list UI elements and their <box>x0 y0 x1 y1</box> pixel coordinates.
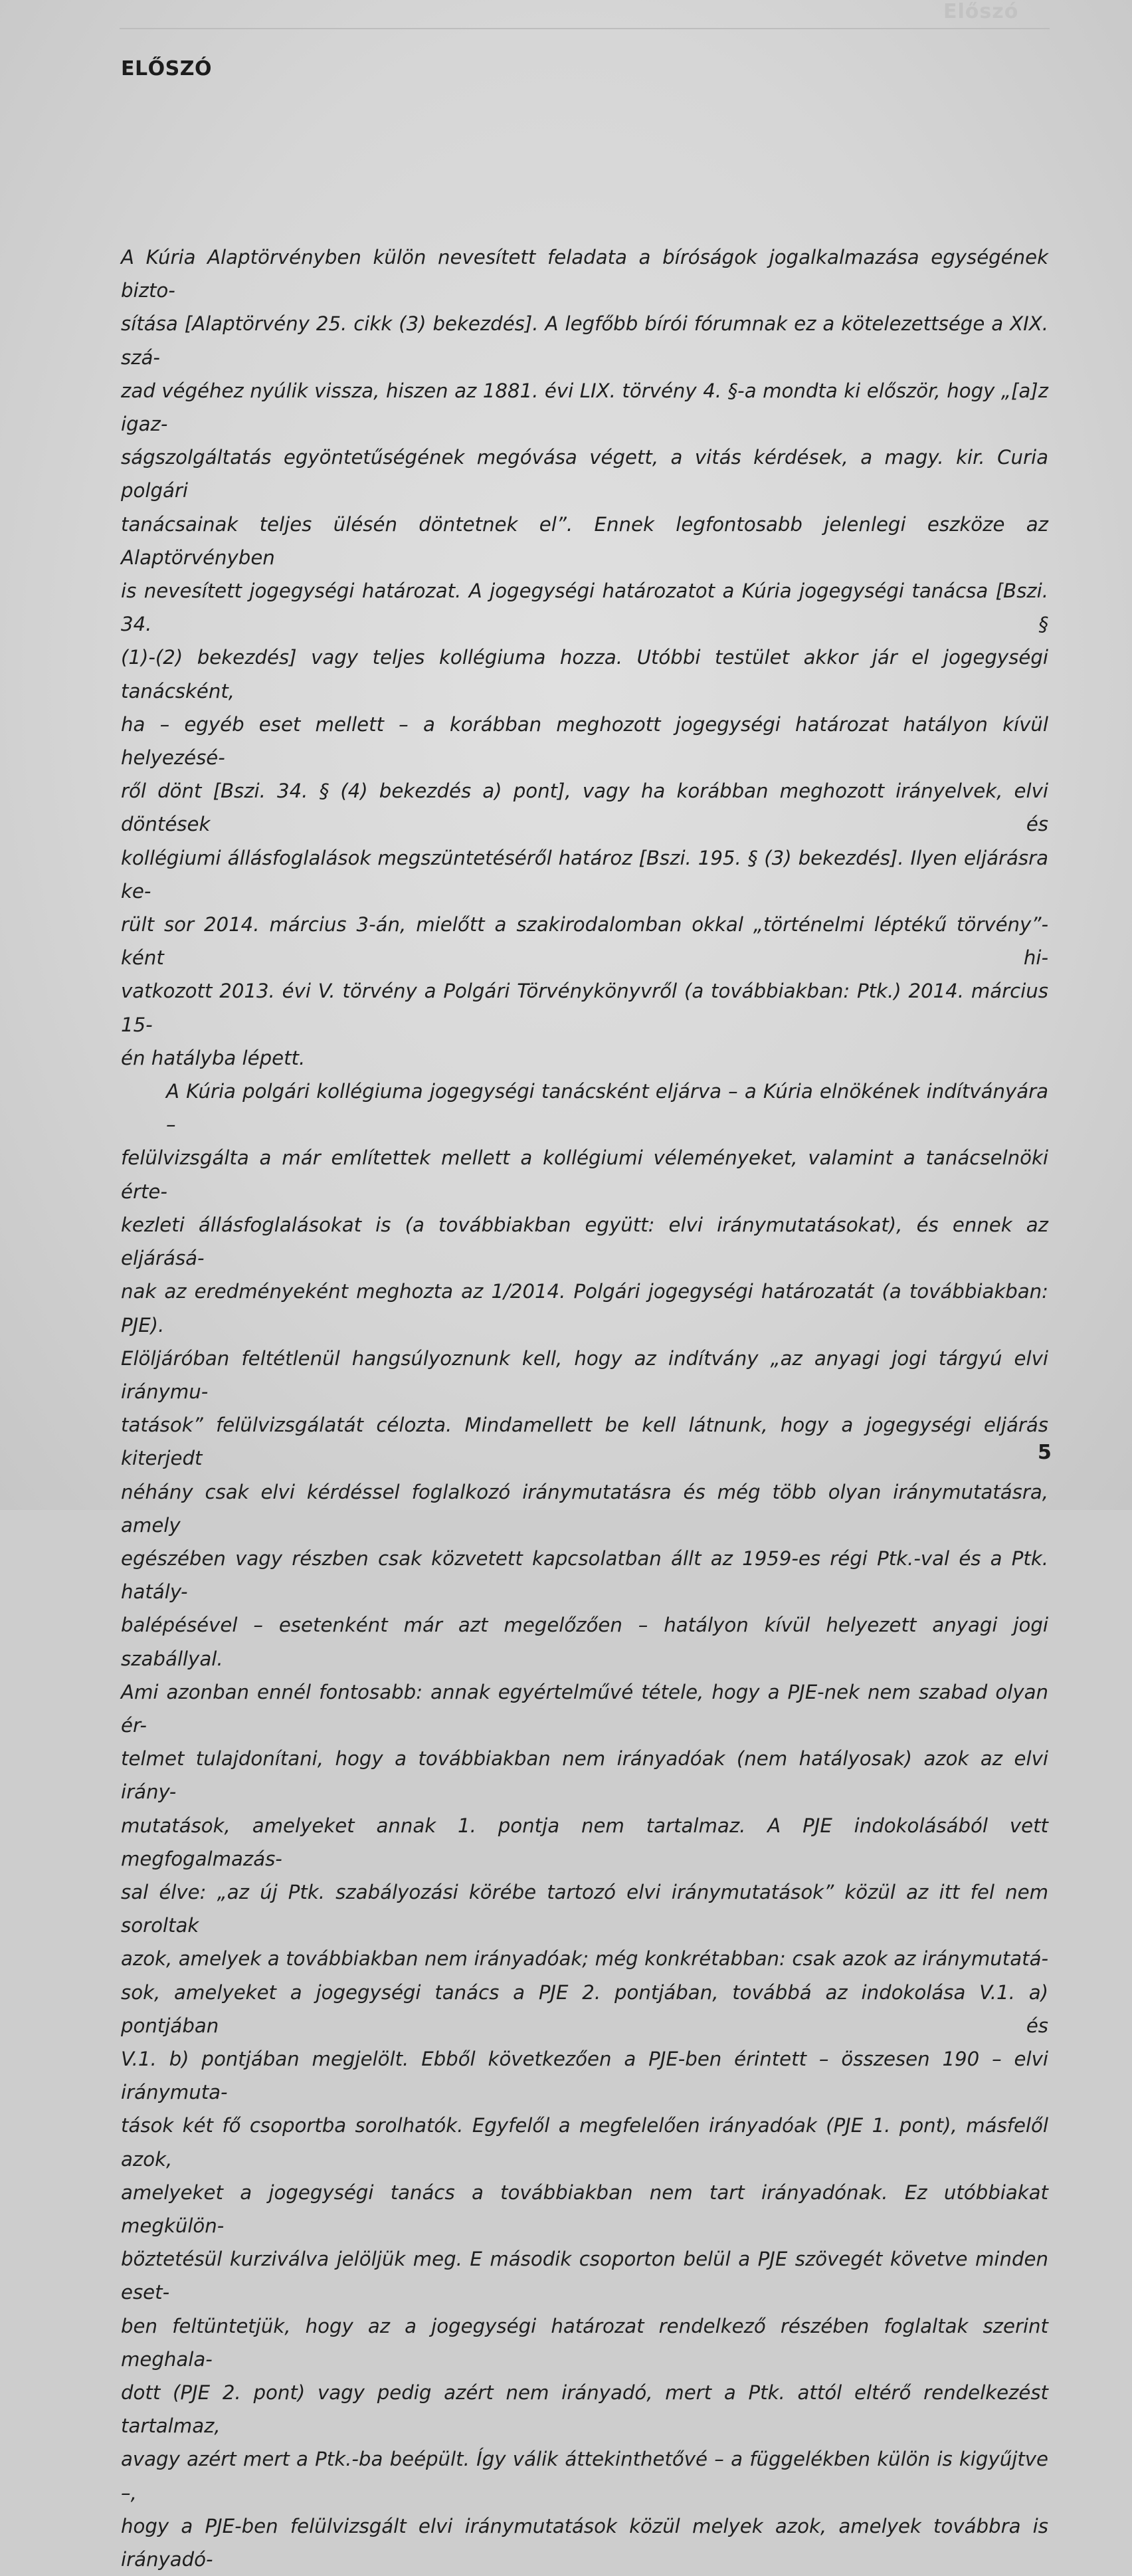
page-number: 5 <box>1038 1441 1052 1464</box>
text-line: nak az eredményeként meghozta az 1/2014. Polgári jogegységi határozatát (a továbbiakban: PJE). <box>121 1280 1048 1337</box>
text-line: ha – egyéb eset mellett – a korábban meghozott jogegységi határozat hatályon kívül helyezésé- <box>121 712 1048 770</box>
text-line: mutatások, amelyeket annak 1. pontja nem tartalmaz. A PJE indokolásából vett megfogalmazás- <box>121 1814 1048 1870</box>
text-line: sítása [Alaptörvény 25. cikk (3) bekezdés]. A legfőbb bírói fórumnak ez a kötelezettsége a XIX. szá- <box>121 312 1048 369</box>
section-title: ELŐSZÓ <box>121 57 212 80</box>
text-line: tások két fő csoportba sorolhatók. Egyfelől a megfelelően irányadóak (PJE 1. pont), másfelől azok, <box>121 2114 1048 2171</box>
text-line: A Kúria polgári kollégiuma jogegységi tanácsként eljárva – a Kúria elnökének indítványára – <box>166 1080 1048 1136</box>
text-line: (1)-(2) bekezdés] vagy teljes kollégiuma hozza. Utóbbi testület akkor jár el jogegységi tanácsként, <box>121 646 1048 702</box>
text-line: sok, amelyeket a jogegységi tanács a PJE 2. pontjában, továbbá az indokolása V.1. a) pontjában és <box>121 1981 1048 2037</box>
text-line: vatkozott 2013. évi V. törvény a Polgári Törvénykönyvről (a továbbiakban: Ptk.) 2014. március 15- <box>121 980 1048 1036</box>
text-line: balépésével – esetenként már azt megelőzően – hatályon kívül helyezett anyagi jogi szabállyal. <box>121 1614 1048 1670</box>
text-line: is nevesített jogegységi határozat. A jogegységi határozatot a Kúria jogegységi tanácsa [Bszi. 34. § <box>121 580 1048 636</box>
text-line: böztetésül kurziválva jelöljük meg. E második csoporton belül a PJE szövegét követve minden eset- <box>121 2248 1048 2304</box>
text-line: kollégiumi állásfoglalások megszüntetéséről határoz [Bszi. 195. § (3) bekezdés]. Ilyen eljárásra ke- <box>121 846 1048 903</box>
text-line: sal élve: „az új Ptk. szabályozási körébe tartozó elvi iránymutatások” közül az itt fel nem soroltak <box>121 1880 1048 1937</box>
text-line: rült sor 2014. március 3-án, mielőtt a szakirodalomban okkal „történelmi léptékű törvény”-ként hi- <box>121 913 1048 970</box>
running-head: Előszó <box>943 0 1019 23</box>
text-line: hogy a PJE-ben felülvizsgált elvi iránymutatások közül melyek azok, amelyek továbbra is irányadó- <box>121 2514 1048 2571</box>
text-line: avagy azért mert a Ptk.-ba beépült. Így válik áttekinthetővé – a függelékben külön is kigyűjtve –, <box>121 2448 1048 2504</box>
text-line: ben feltüntetjük, hogy az a jogegységi határozat rendelkező részében foglaltak szerint meghala- <box>121 2314 1048 2371</box>
text-line: zad végéhez nyúlik vissza, hiszen az 1881. évi LIX. törvény 4. §-a mondta ki először, hogy „[a]z igaz- <box>121 379 1048 436</box>
text-line: dott (PJE 2. pont) vagy pedig azért nem irányadó, mert a Ptk. attól eltérő rendelkezést tartalmaz, <box>121 2381 1048 2438</box>
text-line: telmet tulajdonítani, hogy a továbbiakban nem irányadóak (nem hatályosak) azok az elvi irány- <box>121 1747 1048 1804</box>
text-line: felülvizsgálta a már említettek mellett a kollégiumi véleményeket, valamint a tanácselnöki érte- <box>121 1146 1048 1203</box>
text-line: V.1. b) pontjában megjelölt. Ebből következően a PJE-ben érintett – összesen 190 – elvi iránymuta- <box>121 2047 1048 2104</box>
text-line: kezleti állásfoglalásokat is (a továbbiakban együtt: elvi iránymutatásokat), és ennek az eljárásá- <box>121 1213 1048 1270</box>
text-line: ről dönt [Bszi. 34. § (4) bekezdés a) pont], vagy ha korábban meghozott irányelvek, elvi döntések és <box>121 780 1048 836</box>
text-line: Elöljáróban feltétlenül hangsúlyoznunk kell, hogy az indítvány „az anyagi jogi tárgyú elvi iránymu- <box>121 1346 1048 1403</box>
text-line: néhány csak elvi kérdéssel foglalkozó iránymutatásra és még több olyan iránymutatásra, amely <box>121 1480 1048 1537</box>
header-rule <box>120 28 1050 29</box>
body-text <box>121 241 1048 2576</box>
text-line: tanácsainak teljes ülésén döntetnek el”. Ennek legfontosabb jelenlegi eszköze az Alaptörvényben <box>121 512 1048 569</box>
text-line: én hatályba lépett. <box>121 1046 306 1069</box>
text-line: ságszolgáltatás egyöntetűségének megóvása végett, a vitás kérdések, a magy. kir. Curia polgári <box>121 446 1048 502</box>
text-line: tatások” felülvizsgálatát célozta. Mindamellett be kell látnunk, hogy a jogegységi eljárás kiterjedt <box>121 1414 1048 1470</box>
text-line: A Kúria Alaptörvényben külön nevesített feladata a bíróságok jogalkalmazása egységének bizto- <box>121 246 1048 302</box>
text-line: azok, amelyek a továbbiakban nem irányadóak; még konkrétabban: csak azok az iránymutatá- <box>121 1947 1048 1971</box>
text-line: Ami azonban ennél fontosabb: annak egyértelművé tétele, hogy a PJE-nek nem szabad olyan ér- <box>121 1680 1048 1737</box>
text-line: egészében vagy részben csak közvetett kapcsolatban állt az 1959-es régi Ptk.-val és a Ptk. hatály- <box>121 1547 1048 1604</box>
text-line: amelyeket a jogegységi tanács a továbbiakban nem tart irányadónak. Ez utóbbiakat megkülön- <box>121 2181 1048 2237</box>
